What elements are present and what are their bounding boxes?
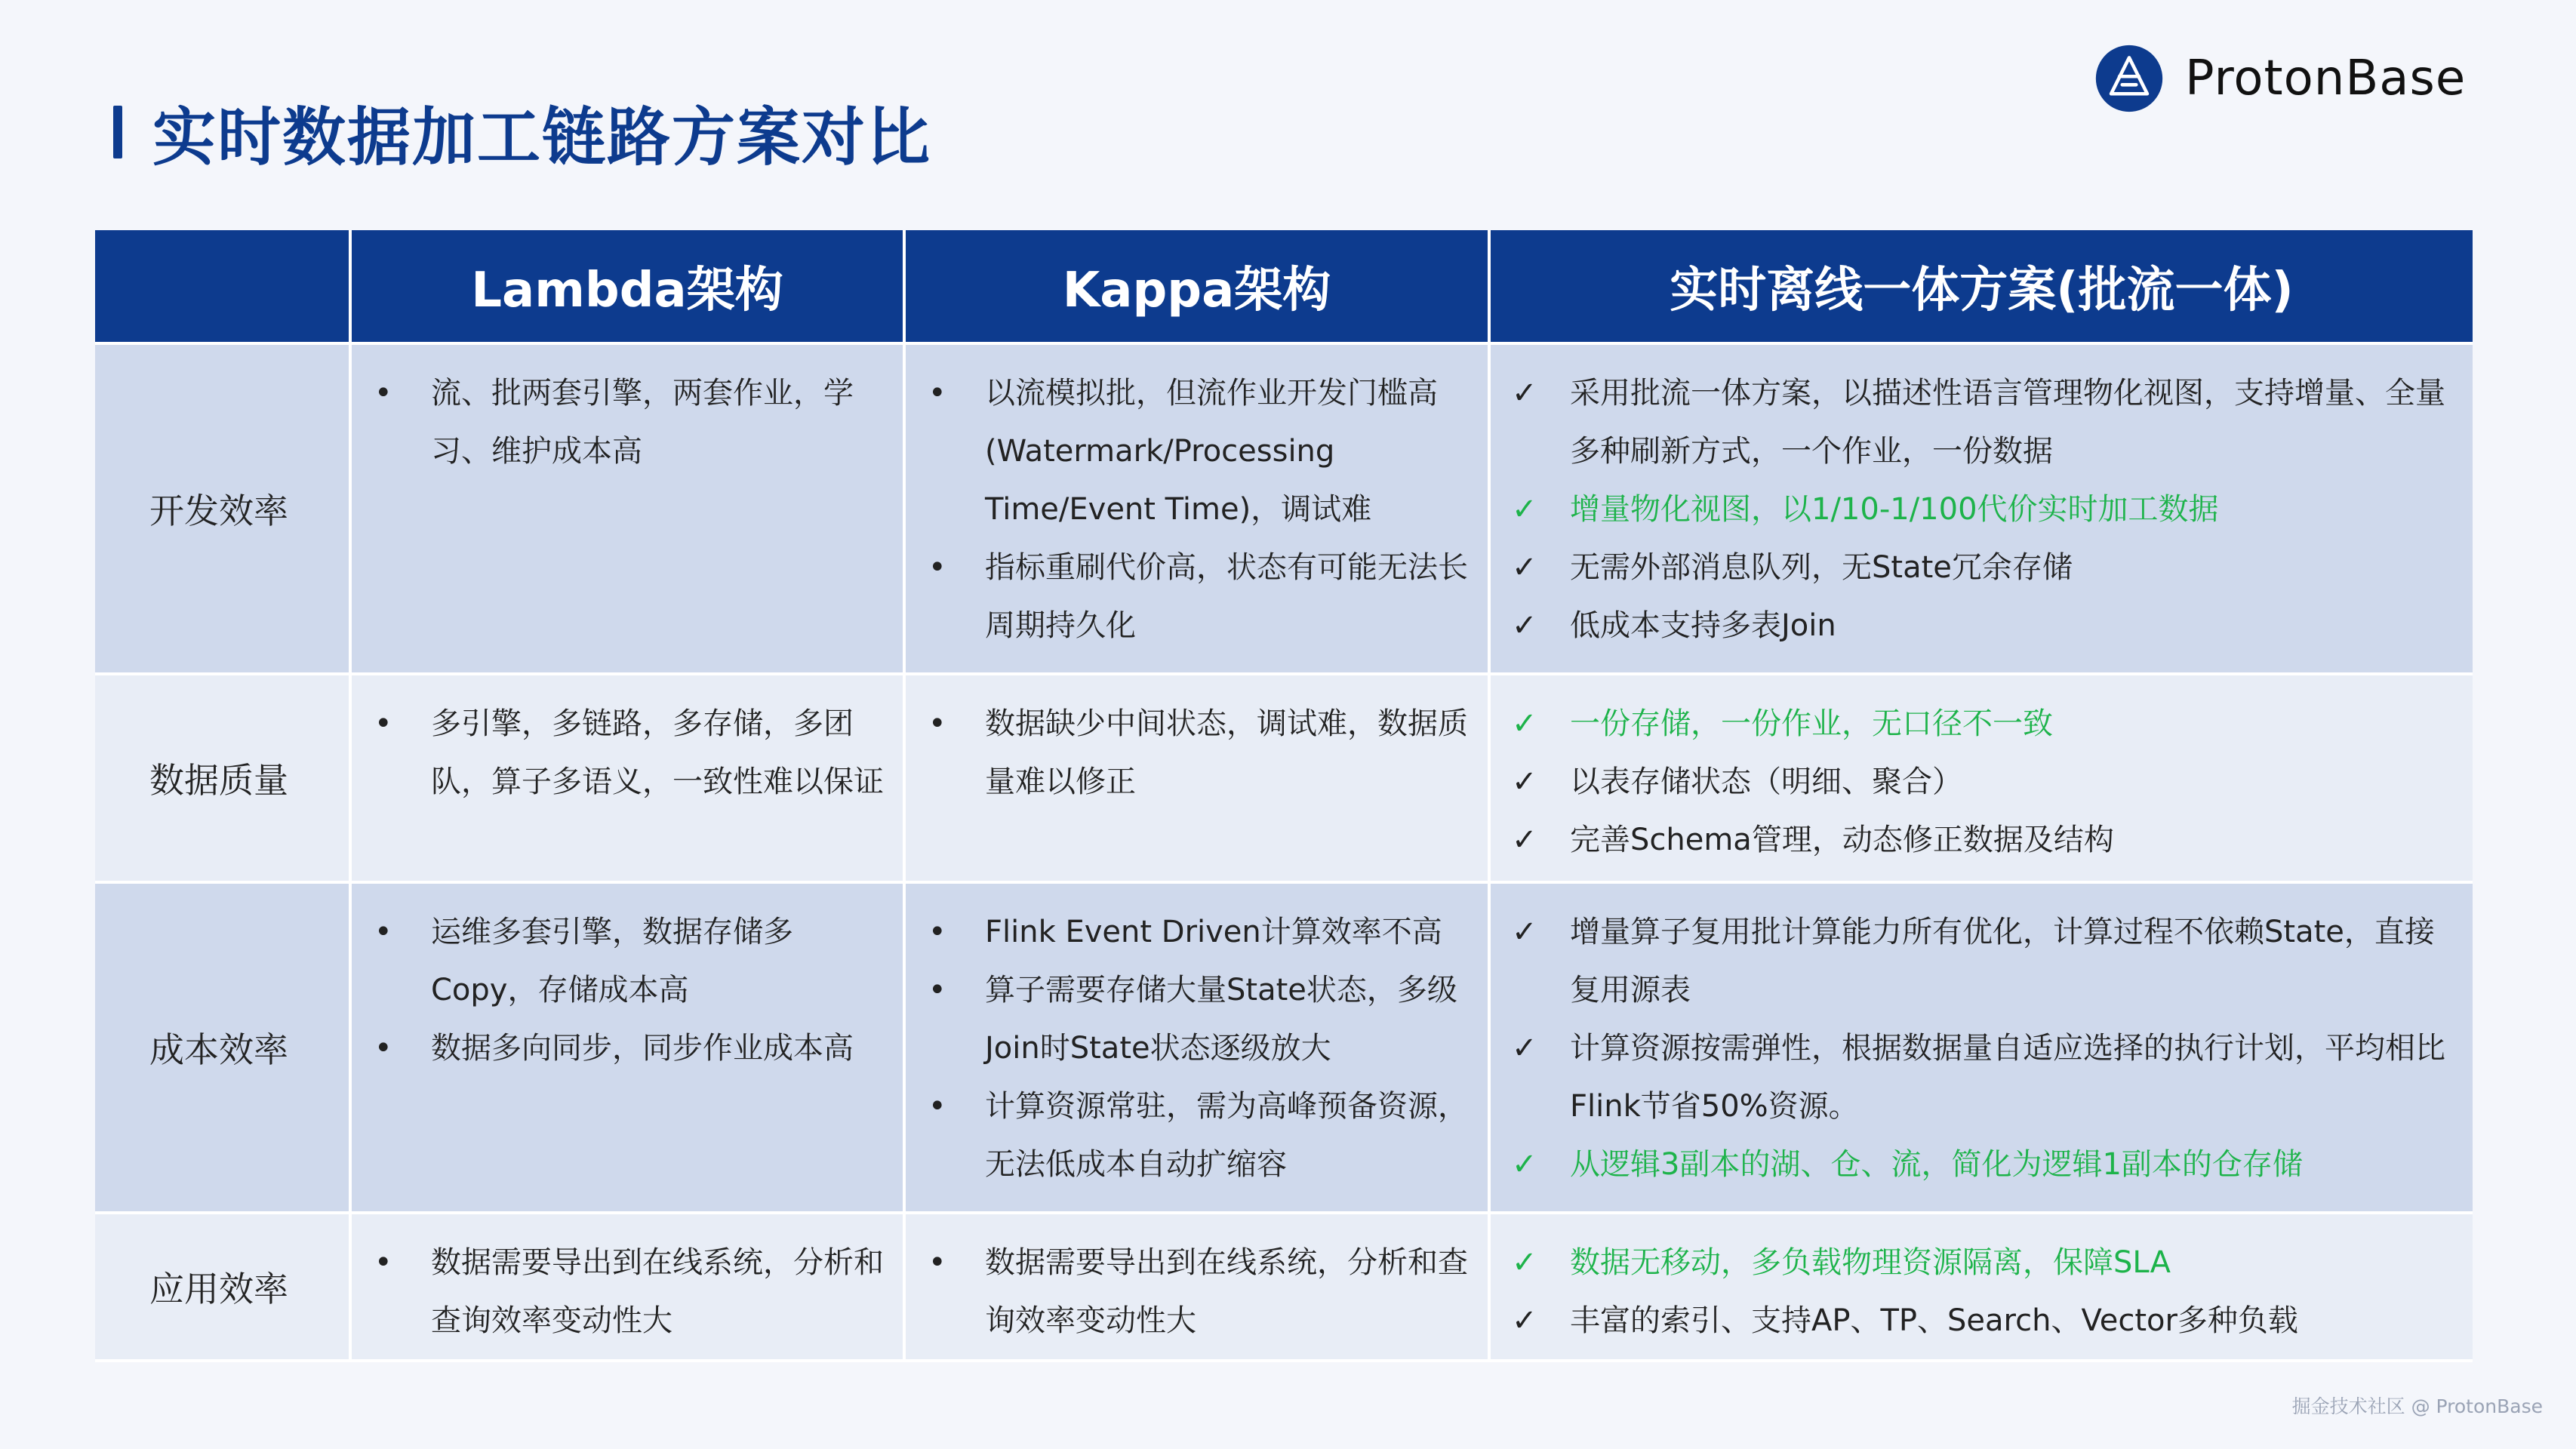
list-item: • 数据多向同步，同步作业成本高 [352,1020,888,1078]
unified-points [1491,1214,2473,1350]
lambda-points [352,884,903,1078]
title-accent-bar [113,106,122,158]
check-icon: ✓ [1512,550,1537,585]
item-text: 计算资源按需弹性，根据数据量自适应选择的执行计划，平均相比Flink节省50%资源。 [1570,1031,2445,1124]
check-icon: ✓ [1512,1147,1537,1182]
header-unified: 实时离线一体方案(批流一体) [1491,230,2473,345]
cell-dev-lambda [352,345,906,675]
check-icon: ✓ [1512,823,1537,857]
list-item-highlight [1491,1136,2458,1194]
check-icon: ✓ [1512,1031,1537,1066]
list-item-highlight [1491,1234,2458,1292]
item-text: 一份存储，一份作业，无口径不一致 [1570,706,2053,741]
cell-cost-lambda [352,884,906,1214]
title-block [113,91,931,174]
item-text: 无需外部消息队列，无State冗余存储 [1570,550,2073,585]
check-icon: ✓ [1512,608,1537,643]
row-label-dev-efficiency: 开发效率 [95,345,352,675]
page-title: 实时数据加工链路方案对比 [152,100,932,174]
list-item: • 数据需要导出到在线系统，分析和查询效率变动性大 [352,1234,888,1350]
item-text: 丰富的索引、支持AP、TP、Search、Vector多种负载 [1570,1303,2298,1338]
list-item: • 流、批两套引擎，两套作业，学习、维护成本高 [352,365,888,481]
header-kappa: Kappa架构 [906,230,1491,345]
item-text: 低成本支持多表Join [1570,608,1836,643]
item-text: 增量物化视图，以1/10-1/100代价实时加工数据 [1570,492,2219,527]
cell-quality-lambda [352,675,906,884]
unified-points [1491,345,2473,655]
list-item [1491,597,2458,655]
footer-watermark: 掘金技术社区 @ ProtonBase [2291,1395,2543,1417]
row-label-cost-efficiency: 成本效率 [95,884,352,1214]
list-item [1491,1020,2458,1136]
check-icon: ✓ [1512,492,1537,527]
kappa-points [906,675,1488,811]
list-item: • 运维多套引擎，数据存储多Copy，存储成本高 [352,903,888,1020]
unified-points [1491,675,2473,869]
kappa-points [906,345,1488,655]
list-item: • Flink Event Driven计算效率不高 [906,903,1473,961]
cell-app-unified [1491,1214,2473,1362]
cell-app-kappa [906,1214,1491,1362]
check-icon: ✓ [1512,1245,1537,1280]
item-text: 以表存储状态（明细、聚合） [1570,764,1962,799]
row-label-app-efficiency: 应用效率 [95,1214,352,1362]
lambda-points [352,345,903,481]
header-corner [95,230,352,345]
list-item-highlight [1491,695,2458,753]
list-item: • 指标重刷代价高，状态有可能无法长周期持久化 [906,539,1473,655]
cell-dev-kappa [906,345,1491,675]
list-item: • 以流模拟批，但流作业开发门槛高(Watermark/Processing Time/Event Time)，调试难 [906,365,1473,539]
logo-text: ProtonBase [2185,51,2467,106]
cell-dev-unified [1491,345,2473,675]
comparison-table [95,230,2473,1362]
kappa-points [906,884,1488,1194]
item-text: 从逻辑3副本的湖、仓、流，简化为逻辑1副本的仓存储 [1570,1147,2303,1182]
lambda-points [352,675,903,811]
lambda-points [352,1214,903,1350]
cell-quality-unified [1491,675,2473,884]
logo [2094,44,2466,113]
cell-quality-kappa [906,675,1491,884]
list-item [1491,753,2458,811]
list-item [1491,811,2458,869]
list-item: • 数据缺少中间状态，调试难，数据质量难以修正 [906,695,1473,811]
check-icon: ✓ [1512,764,1537,799]
item-text: 采用批流一体方案，以描述性语言管理物化视图，支持增量、全量多种刷新方式，一个作业，一份数据 [1570,376,2445,469]
list-item: • 计算资源常驻，需为高峰预备资源，无法低成本自动扩缩容 [906,1078,1473,1194]
check-icon: ✓ [1512,706,1537,741]
item-text: 完善Schema管理，动态修正数据及结构 [1570,823,2114,857]
list-item-highlight [1491,481,2458,539]
header-lambda: Lambda架构 [352,230,906,345]
list-item [1491,539,2458,597]
cell-cost-unified [1491,884,2473,1214]
list-item [1491,1292,2458,1350]
list-item: • 多引擎，多链路，多存储，多团队，算子多语义，一致性难以保证 [352,695,888,811]
item-text: 增量算子复用批计算能力所有优化，计算过程不依赖State，直接复用源表 [1570,915,2435,1008]
check-icon: ✓ [1512,1303,1537,1338]
list-item [1491,365,2458,481]
row-label-data-quality: 数据质量 [95,675,352,884]
protonbase-logo-icon [2094,44,2164,113]
list-item [1491,903,2458,1020]
unified-points [1491,884,2473,1194]
item-text: 数据无移动，多负载物理资源隔离，保障SLA [1570,1245,2171,1280]
check-icon: ✓ [1512,915,1537,949]
list-item: • 算子需要存储大量State状态，多级Join时State状态逐级放大 [906,961,1473,1078]
cell-app-lambda [352,1214,906,1362]
kappa-points [906,1214,1488,1350]
check-icon: ✓ [1512,376,1537,411]
list-item: • 数据需要导出到在线系统，分析和查询效率变动性大 [906,1234,1473,1350]
cell-cost-kappa [906,884,1491,1214]
